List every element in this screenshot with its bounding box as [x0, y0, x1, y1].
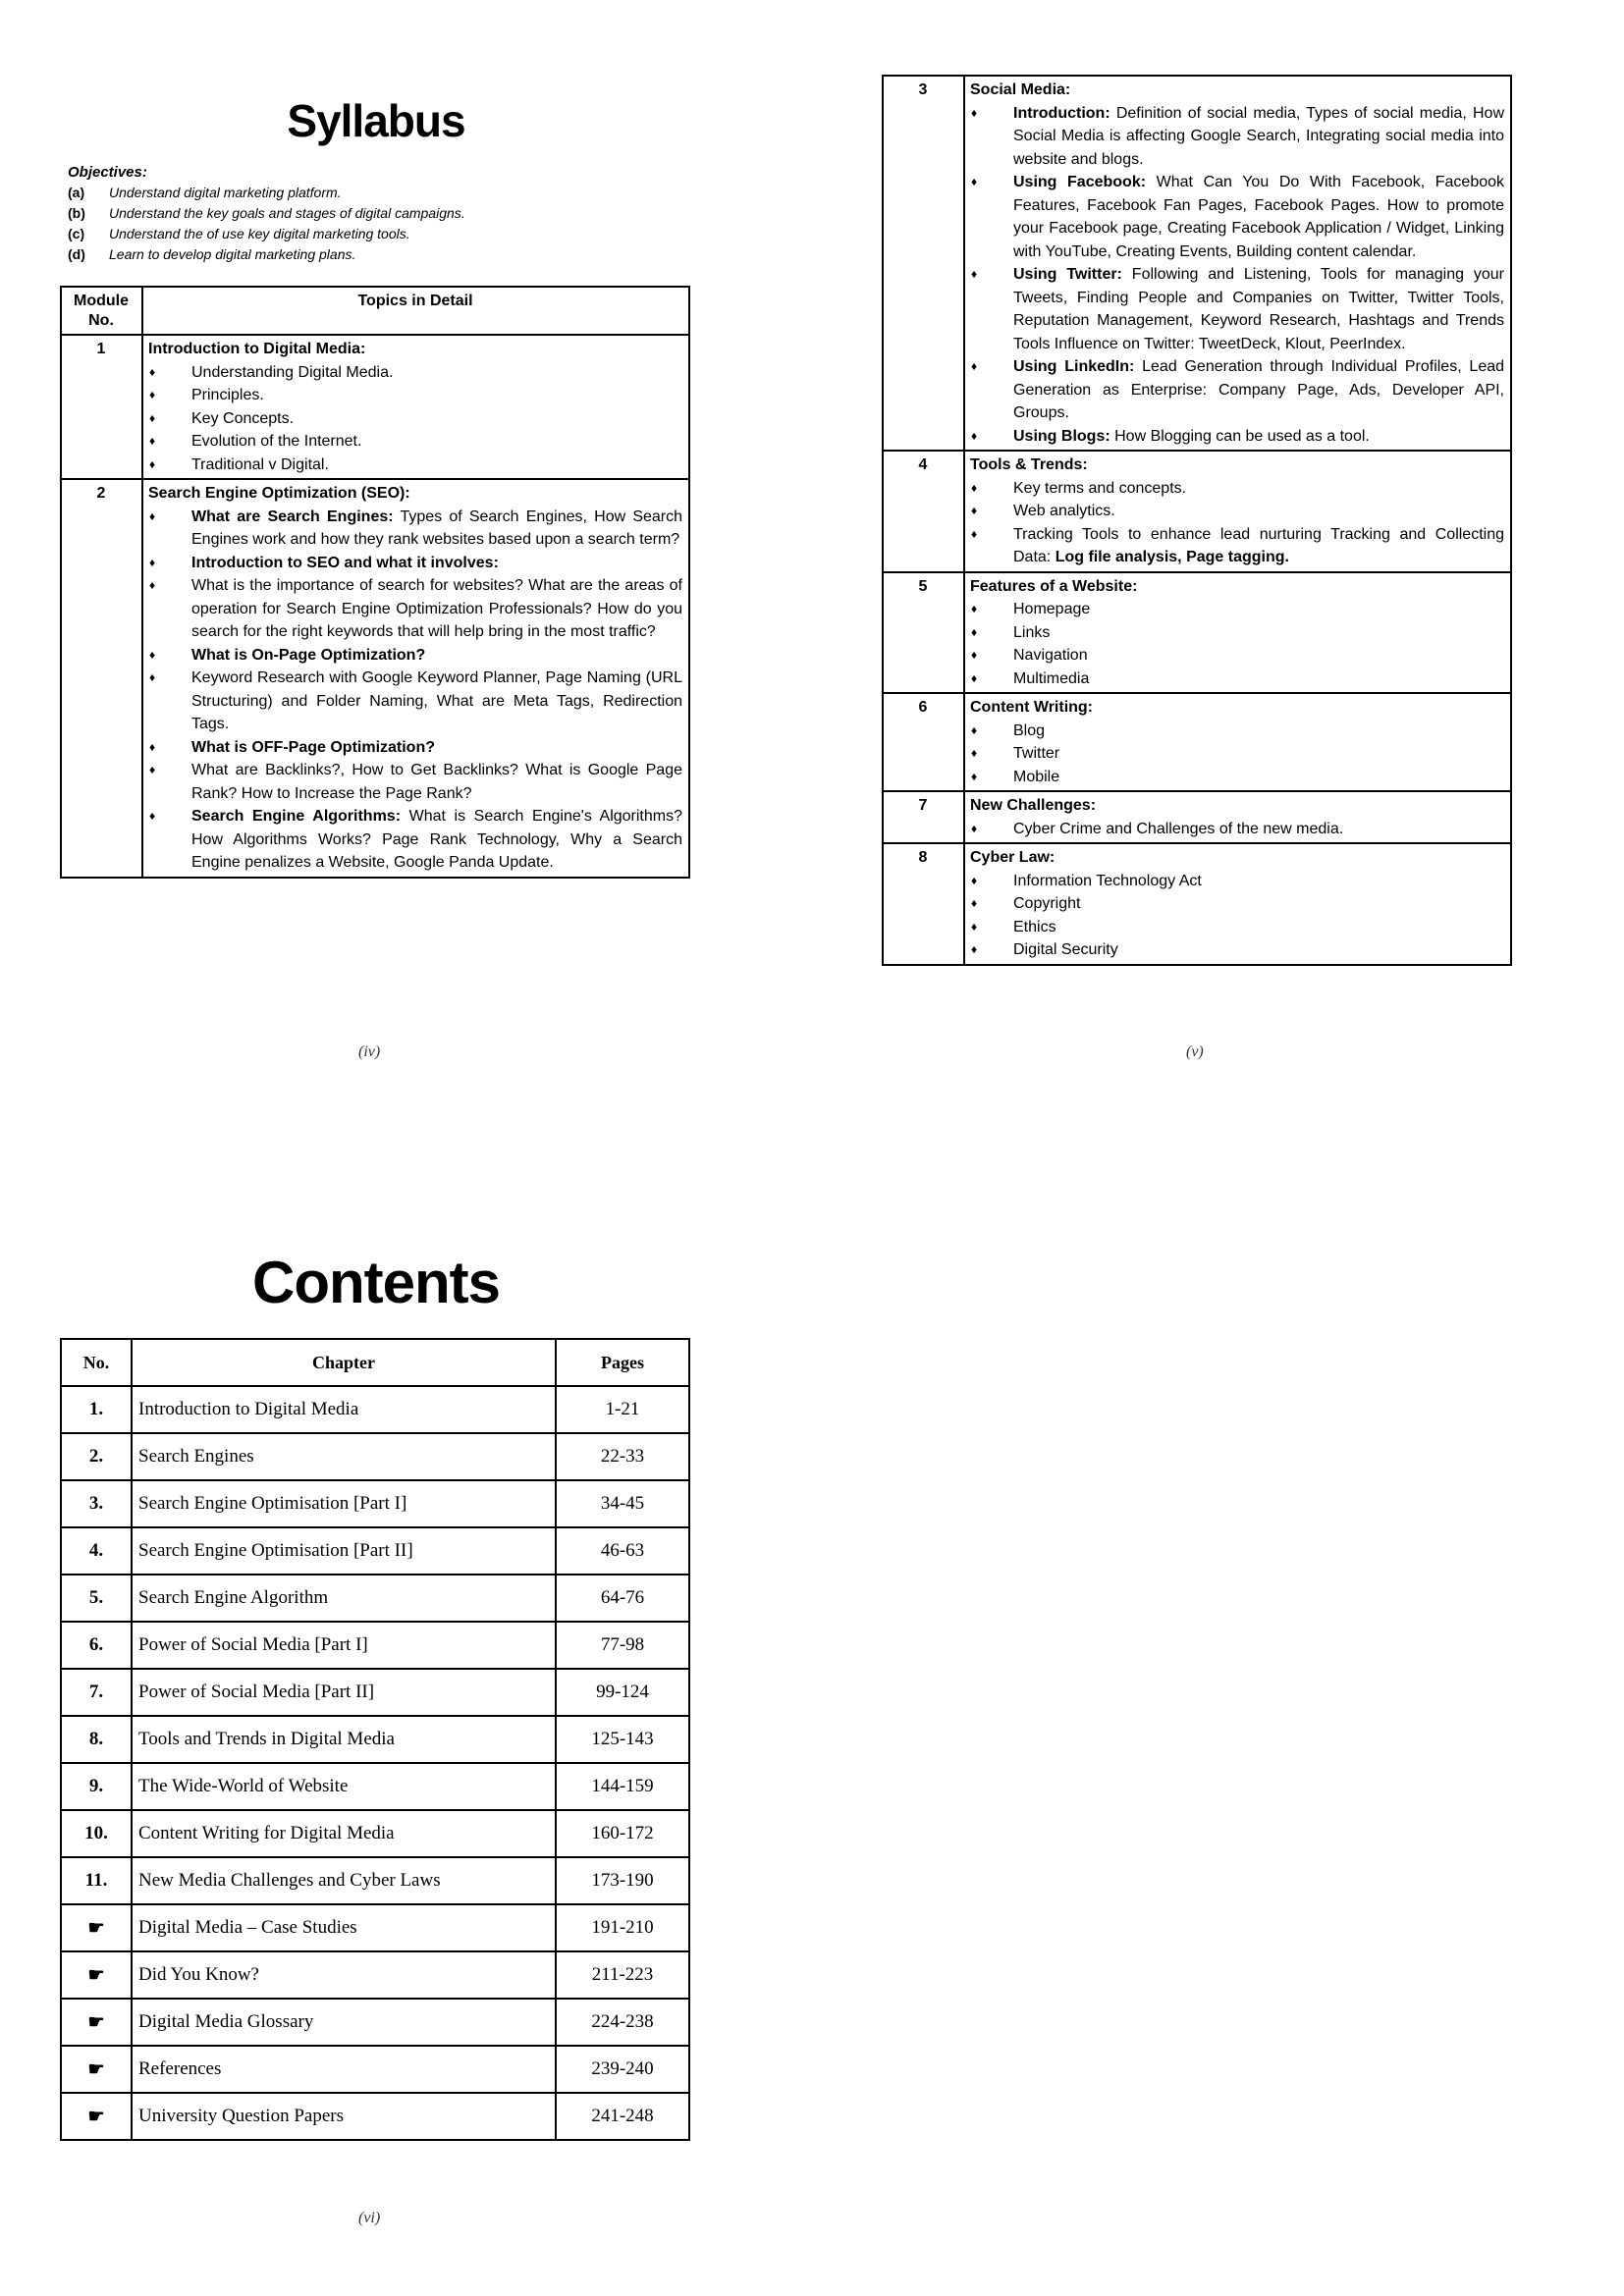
bullet-diamond-icon: ♦: [971, 624, 978, 639]
chapter-pages: 239-240: [556, 2046, 689, 2093]
module-topics: [964, 451, 1511, 572]
topic-bullet: [970, 477, 1504, 501]
syllabus-title: Syllabus: [287, 95, 465, 146]
module-topics: [964, 843, 1511, 965]
objective-label: (a): [68, 185, 85, 200]
contents-header-row: [61, 1339, 689, 1386]
chapter-pages: 191-210: [556, 1904, 689, 1951]
topic-text: [1013, 818, 1504, 841]
module-title: Content Writing:: [970, 699, 1094, 716]
module-row: [883, 843, 1511, 965]
topic-detail: Key Concepts.: [191, 409, 295, 427]
topic-bullet: [970, 263, 1504, 355]
chapter-number: 10.: [61, 1810, 132, 1857]
topic-detail: Links: [1013, 623, 1051, 641]
topics-header: Topics in Detail: [142, 287, 689, 335]
topic-bullet: [970, 598, 1504, 621]
contents-row: [61, 1810, 689, 1857]
topic-text: [1013, 523, 1504, 569]
topic-detail: Blog: [1013, 721, 1046, 739]
objectives-heading: Objectives:: [68, 164, 147, 181]
chapter-title: Power of Social Media [Part I]: [132, 1622, 556, 1669]
topic-text: [1013, 477, 1504, 501]
objective-text: Understand digital marketing platform.: [109, 185, 342, 200]
contents-row: [61, 1904, 689, 1951]
topic-bullet: [148, 644, 682, 667]
topic-detail: Principles.: [191, 387, 264, 403]
module-row: [883, 791, 1511, 843]
topic-lead: Introduction:: [1013, 104, 1110, 122]
bullet-diamond-icon: ♦: [971, 942, 978, 956]
contents-row: [61, 1999, 689, 2046]
topic-detail: Understanding Digital Media.: [191, 363, 394, 381]
topic-text: [1013, 500, 1504, 523]
chapter-title: Content Writing for Digital Media: [132, 1810, 556, 1857]
topic-lead: Using Twitter:: [1013, 266, 1122, 283]
objective-item: [68, 183, 696, 203]
topic-detail: Key terms and concepts.: [1013, 479, 1187, 497]
objective-item: [68, 224, 696, 244]
contents-row: [61, 1763, 689, 1810]
bullet-diamond-icon: ♦: [971, 769, 978, 783]
chapter-number: ☛: [61, 2093, 132, 2140]
topic-text: [191, 667, 682, 736]
objective-label: (d): [68, 246, 85, 262]
topic-text: [191, 574, 682, 644]
bullet-diamond-icon: ♦: [149, 578, 156, 592]
module-title: Tools & Trends:: [970, 456, 1088, 473]
topic-text: [1013, 667, 1504, 691]
module-number: 6: [883, 693, 964, 791]
topic-text: [191, 361, 682, 385]
contents-row: [61, 1951, 689, 1999]
chapter-number: 9.: [61, 1763, 132, 1810]
bullet-diamond-icon: ♦: [971, 175, 978, 188]
topic-text: [1013, 263, 1504, 355]
objective-label: (b): [68, 205, 85, 221]
topic-detail: Web analytics.: [1013, 503, 1115, 519]
chapter-title: Did You Know?: [132, 1951, 556, 1999]
bullet-diamond-icon: ♦: [149, 647, 156, 662]
chapter-number: ☛: [61, 2046, 132, 2093]
chapter-title: Digital Media – Case Studies: [132, 1904, 556, 1951]
syllabus-table-right: [882, 75, 1512, 966]
bullet-diamond-icon: ♦: [149, 739, 156, 754]
topic-detail: Cyber Crime and Challenges of the new media.: [1013, 820, 1344, 837]
topic-bullet: [148, 736, 682, 760]
topic-text: [1013, 892, 1504, 916]
page-number-vi: (vi): [358, 2210, 381, 2226]
bullet-diamond-icon: ♦: [149, 670, 156, 684]
topic-lead: Using Blogs:: [1013, 427, 1110, 445]
topic-bullet: [970, 621, 1504, 645]
topic-text: [191, 506, 682, 552]
topic-text: [1013, 742, 1504, 766]
chapter-pages: 241-248: [556, 2093, 689, 2140]
topic-detail: Copyright: [1013, 895, 1081, 912]
topic-detail: Mobile: [1013, 768, 1060, 785]
contents-row: [61, 1433, 689, 1480]
topic-text: [1013, 102, 1504, 172]
topic-lead: Introduction to SEO and what it involves:: [191, 554, 499, 571]
topic-bullet: [148, 759, 682, 805]
page-number-iv: (iv): [358, 1043, 381, 1060]
chapter-number: 7.: [61, 1669, 132, 1716]
chapter-pages: 1-21: [556, 1386, 689, 1433]
topic-detail: Homepage: [1013, 601, 1091, 617]
topic-bullet: [970, 766, 1504, 789]
chapter-header: Chapter: [132, 1339, 556, 1386]
topic-text: [1013, 938, 1504, 962]
chapter-pages: 64-76: [556, 1575, 689, 1622]
topic-bullet: [148, 552, 682, 575]
topic-text: [191, 759, 682, 805]
topic-bullet: [970, 500, 1504, 523]
objective-item: [68, 244, 696, 265]
chapter-title: Search Engine Algorithm: [132, 1575, 556, 1622]
topic-detail: Types of Search Engines, How Search Engines work and how they rank websites based upon a search term?: [191, 507, 683, 548]
module-number: 5: [883, 572, 964, 694]
chapter-number: 4.: [61, 1527, 132, 1575]
topic-detail: Following and Listening, Tools for managing your Tweets, Finding People and Companies on Twitter, Twitter Tools, Reputation Management, Keyword Research, Hashtags and Trends Tools Influence on Twitter: TweetDeck, Klout, PeerIndex.: [1013, 266, 1504, 352]
bullet-diamond-icon: ♦: [149, 388, 156, 401]
topic-lead: What are Search Engines:: [191, 507, 394, 525]
module-row: [883, 572, 1511, 694]
chapter-pages: 144-159: [556, 1763, 689, 1810]
chapter-title: New Media Challenges and Cyber Laws: [132, 1857, 556, 1904]
chapter-number: 8.: [61, 1716, 132, 1763]
bullet-diamond-icon: ♦: [149, 364, 156, 379]
objectives-list: [68, 183, 696, 265]
bullet-diamond-icon: ♦: [971, 896, 978, 910]
module-title: Features of a Website:: [970, 577, 1138, 595]
chapter-title: University Question Papers: [132, 2093, 556, 2140]
chapter-number: 6.: [61, 1622, 132, 1669]
chapter-number: ☛: [61, 1904, 132, 1951]
chapter-number: 1.: [61, 1386, 132, 1433]
topic-text: [191, 430, 682, 454]
bullet-diamond-icon: ♦: [971, 873, 978, 887]
chapter-pages: 46-63: [556, 1527, 689, 1575]
objective-text: Understand the of use key digital marketing tools.: [109, 226, 410, 241]
topic-text: [1013, 621, 1504, 645]
chapter-pages: 22-33: [556, 1433, 689, 1480]
chapter-title: Digital Media Glossary: [132, 1999, 556, 2046]
syllabus-table-left: [60, 286, 690, 879]
syllabus-header-row: [61, 287, 689, 335]
topic-text: [1013, 766, 1504, 789]
topic-bullet: [970, 644, 1504, 667]
module-number: 3: [883, 76, 964, 451]
chapter-number: 11.: [61, 1857, 132, 1904]
objectives: [68, 162, 696, 265]
bullet-diamond-icon: ♦: [971, 821, 978, 835]
bullet-diamond-icon: ♦: [971, 428, 978, 443]
bullet-diamond-icon: ♦: [971, 602, 978, 615]
topic-text: [191, 736, 682, 760]
topic-detail: Twitter: [1013, 745, 1060, 762]
topic-text: [1013, 870, 1504, 893]
chapter-pages: 34-45: [556, 1480, 689, 1527]
topic-bullet: [970, 102, 1504, 172]
bullet-diamond-icon: ♦: [149, 410, 156, 425]
chapter-number: 2.: [61, 1433, 132, 1480]
topic-text: [191, 644, 682, 667]
topic-bullet: [970, 523, 1504, 569]
module-title: Cyber Law:: [970, 849, 1056, 866]
topic-bullet: [148, 407, 682, 431]
module-number: 2: [61, 479, 142, 878]
contents-title: Contents: [252, 1250, 500, 1315]
chapter-title: References: [132, 2046, 556, 2093]
module-row: [883, 693, 1511, 791]
topic-detail: Evolution of the Internet.: [191, 433, 362, 450]
topic-detail: What are Backlinks?, How to Get Backlinks? What is Google Page Rank? How to Increase the Page Rank?: [191, 762, 682, 802]
topic-lead: Search Engine Algorithms:: [191, 808, 402, 825]
chapter-title: Search Engine Optimisation [Part II]: [132, 1527, 556, 1575]
topic-text: [191, 454, 682, 477]
topic-bullet: [970, 916, 1504, 939]
topic-text: [191, 805, 682, 875]
objective-label: (c): [68, 226, 85, 241]
chapter-number: 5.: [61, 1575, 132, 1622]
module-topics: [964, 693, 1511, 791]
module-topics: [964, 76, 1511, 451]
chapter-pages: 211-223: [556, 1951, 689, 1999]
bullet-diamond-icon: ♦: [971, 480, 978, 495]
bullet-diamond-icon: ♦: [971, 670, 978, 685]
module-topics: [142, 479, 689, 878]
contents-row: [61, 1716, 689, 1763]
chapter-title: Tools and Trends in Digital Media: [132, 1716, 556, 1763]
objective-text: Understand the key goals and stages of digital campaigns.: [109, 205, 465, 221]
contents-row: [61, 2046, 689, 2093]
bullet-diamond-icon: ♦: [971, 648, 978, 662]
topic-bullet: [970, 892, 1504, 916]
bullet-diamond-icon: ♦: [971, 526, 978, 541]
contents-row: [61, 2093, 689, 2140]
topic-text: [1013, 171, 1504, 263]
topic-detail: Definition of social media, Types of social media, How Social Media is affecting Google Search, Integrating social media into website and blogs.: [1013, 104, 1504, 168]
module-topics: [964, 572, 1511, 694]
contents-row: [61, 1622, 689, 1669]
chapter-title: Search Engine Optimisation [Part I]: [132, 1480, 556, 1527]
topic-bullet: [970, 818, 1504, 841]
bullet-diamond-icon: ♦: [149, 763, 156, 776]
topic-lead: What is On-Page Optimization?: [191, 646, 426, 664]
topic-detail: What is the importance of search for websites? What are the areas of operation for Search Engine Optimization Professionals? How do you search for the right keywords that will help bring in the most traffic?: [191, 577, 682, 640]
objective-text: Learn to develop digital marketing plans.: [109, 246, 356, 262]
module-row: [883, 76, 1511, 451]
no-header: No.: [61, 1339, 132, 1386]
chapter-number: ☛: [61, 1951, 132, 1999]
topic-emphasis: Log file analysis, Page tagging.: [1055, 549, 1289, 565]
bullet-diamond-icon: ♦: [971, 504, 978, 517]
chapter-title: Power of Social Media [Part II]: [132, 1669, 556, 1716]
topic-bullet: [148, 384, 682, 407]
bullet-diamond-icon: ♦: [971, 105, 978, 120]
topic-detail: How Blogging can be used as a tool.: [1110, 427, 1370, 445]
bullet-diamond-icon: ♦: [971, 746, 978, 760]
topic-bullet: [970, 171, 1504, 263]
chapter-pages: 125-143: [556, 1716, 689, 1763]
contents-table: [60, 1338, 690, 2141]
topic-detail: Tracking Tools to enhance lead nurturing Tracking and Collecting Data:: [1013, 525, 1504, 565]
pages-header: Pages: [556, 1339, 689, 1386]
topic-bullet: [970, 720, 1504, 743]
topic-bullet: [970, 425, 1504, 449]
topic-text: [191, 407, 682, 431]
topic-bullet: [148, 805, 682, 875]
topic-detail: Keyword Research with Google Keyword Planner, Page Naming (URL Structuring) and Folder Naming, What are Meta Tags, Redirection Tags.: [191, 669, 682, 732]
chapter-number: ☛: [61, 1999, 132, 2046]
topic-bullet: [148, 667, 682, 736]
contents-row: [61, 1575, 689, 1622]
topic-bullet: [148, 506, 682, 552]
bullet-diamond-icon: ♦: [149, 434, 156, 448]
module-number: 7: [883, 791, 964, 843]
bullet-diamond-icon: ♦: [149, 555, 156, 569]
topic-bullet: [970, 938, 1504, 962]
module-topics: [142, 335, 689, 479]
topic-lead: Using LinkedIn:: [1013, 358, 1135, 375]
module-row: [883, 451, 1511, 572]
module-number: 8: [883, 843, 964, 965]
topic-detail: Traditional v Digital.: [191, 455, 329, 473]
topic-lead: What is OFF-Page Optimization?: [191, 738, 435, 756]
module-number: 4: [883, 451, 964, 572]
topic-bullet: [970, 355, 1504, 425]
module-title: Search Engine Optimization (SEO):: [148, 485, 410, 502]
topic-bullet: [970, 870, 1504, 893]
chapter-pages: 173-190: [556, 1857, 689, 1904]
topic-detail: Navigation: [1013, 647, 1088, 664]
chapter-pages: 160-172: [556, 1810, 689, 1857]
topic-bullet: [148, 430, 682, 454]
topic-text: [191, 552, 682, 575]
chapter-title: The Wide-World of Website: [132, 1763, 556, 1810]
contents-row: [61, 1386, 689, 1433]
topic-bullet: [148, 361, 682, 385]
contents-row: [61, 1527, 689, 1575]
objective-item: [68, 203, 696, 224]
bullet-diamond-icon: ♦: [971, 359, 978, 373]
module-no-header: Module No.: [61, 287, 142, 335]
topic-text: [191, 384, 682, 407]
chapter-number: 3.: [61, 1480, 132, 1527]
bullet-diamond-icon: ♦: [971, 267, 978, 281]
bullet-diamond-icon: ♦: [971, 919, 978, 934]
module-number: 1: [61, 335, 142, 479]
page-number-v: (v): [1186, 1043, 1204, 1060]
bullet-diamond-icon: ♦: [149, 508, 156, 523]
chapter-pages: 224-238: [556, 1999, 689, 2046]
contents-row: [61, 1480, 689, 1527]
contents-row: [61, 1857, 689, 1904]
topic-bullet: [148, 454, 682, 477]
chapter-pages: 99-124: [556, 1669, 689, 1716]
topic-detail: Lead Generation through Individual Profiles, Lead Generation as Enterprise: Company Page, Ads, Developer API, Groups.: [1013, 358, 1505, 421]
topic-detail: Multimedia: [1013, 669, 1090, 687]
module-row: [61, 479, 689, 878]
topic-text: [1013, 644, 1504, 667]
module-title: New Challenges:: [970, 797, 1097, 814]
topic-text: [1013, 425, 1504, 449]
contents-row: [61, 1669, 689, 1716]
bullet-diamond-icon: ♦: [149, 809, 156, 823]
module-row: [61, 335, 689, 479]
topic-bullet: [970, 667, 1504, 691]
topic-detail: What is Search Engine's Algorithms? How Algorithms Works? Page Rank Technology, Why a Search Engine penalizes a Website, Google Panda Update.: [191, 808, 682, 871]
topic-lead: Using Facebook:: [1013, 174, 1147, 190]
topic-text: [1013, 598, 1504, 621]
module-title: Introduction to Digital Media:: [148, 341, 366, 357]
topic-text: [1013, 355, 1504, 425]
chapter-title: Introduction to Digital Media: [132, 1386, 556, 1433]
topic-detail: Information Technology Act: [1013, 872, 1202, 889]
topic-text: [1013, 916, 1504, 939]
chapter-pages: 77-98: [556, 1622, 689, 1669]
module-title: Social Media:: [970, 81, 1071, 98]
topic-detail: What Can You Do With Facebook, Facebook Features, Facebook Fan Pages, Facebook Pages. How to promote your Facebook page, Creating Facebook Application / Widget, Linking with YouTube, Creating Events, Building content calendar.: [1013, 174, 1505, 260]
topic-detail: Digital Security: [1013, 941, 1118, 958]
module-topics: [964, 791, 1511, 843]
chapter-title: Search Engines: [132, 1433, 556, 1480]
topic-bullet: [148, 574, 682, 644]
topic-detail: Ethics: [1013, 918, 1056, 935]
topic-text: [1013, 720, 1504, 743]
bullet-diamond-icon: ♦: [971, 722, 978, 737]
topic-bullet: [970, 742, 1504, 766]
bullet-diamond-icon: ♦: [149, 456, 156, 471]
